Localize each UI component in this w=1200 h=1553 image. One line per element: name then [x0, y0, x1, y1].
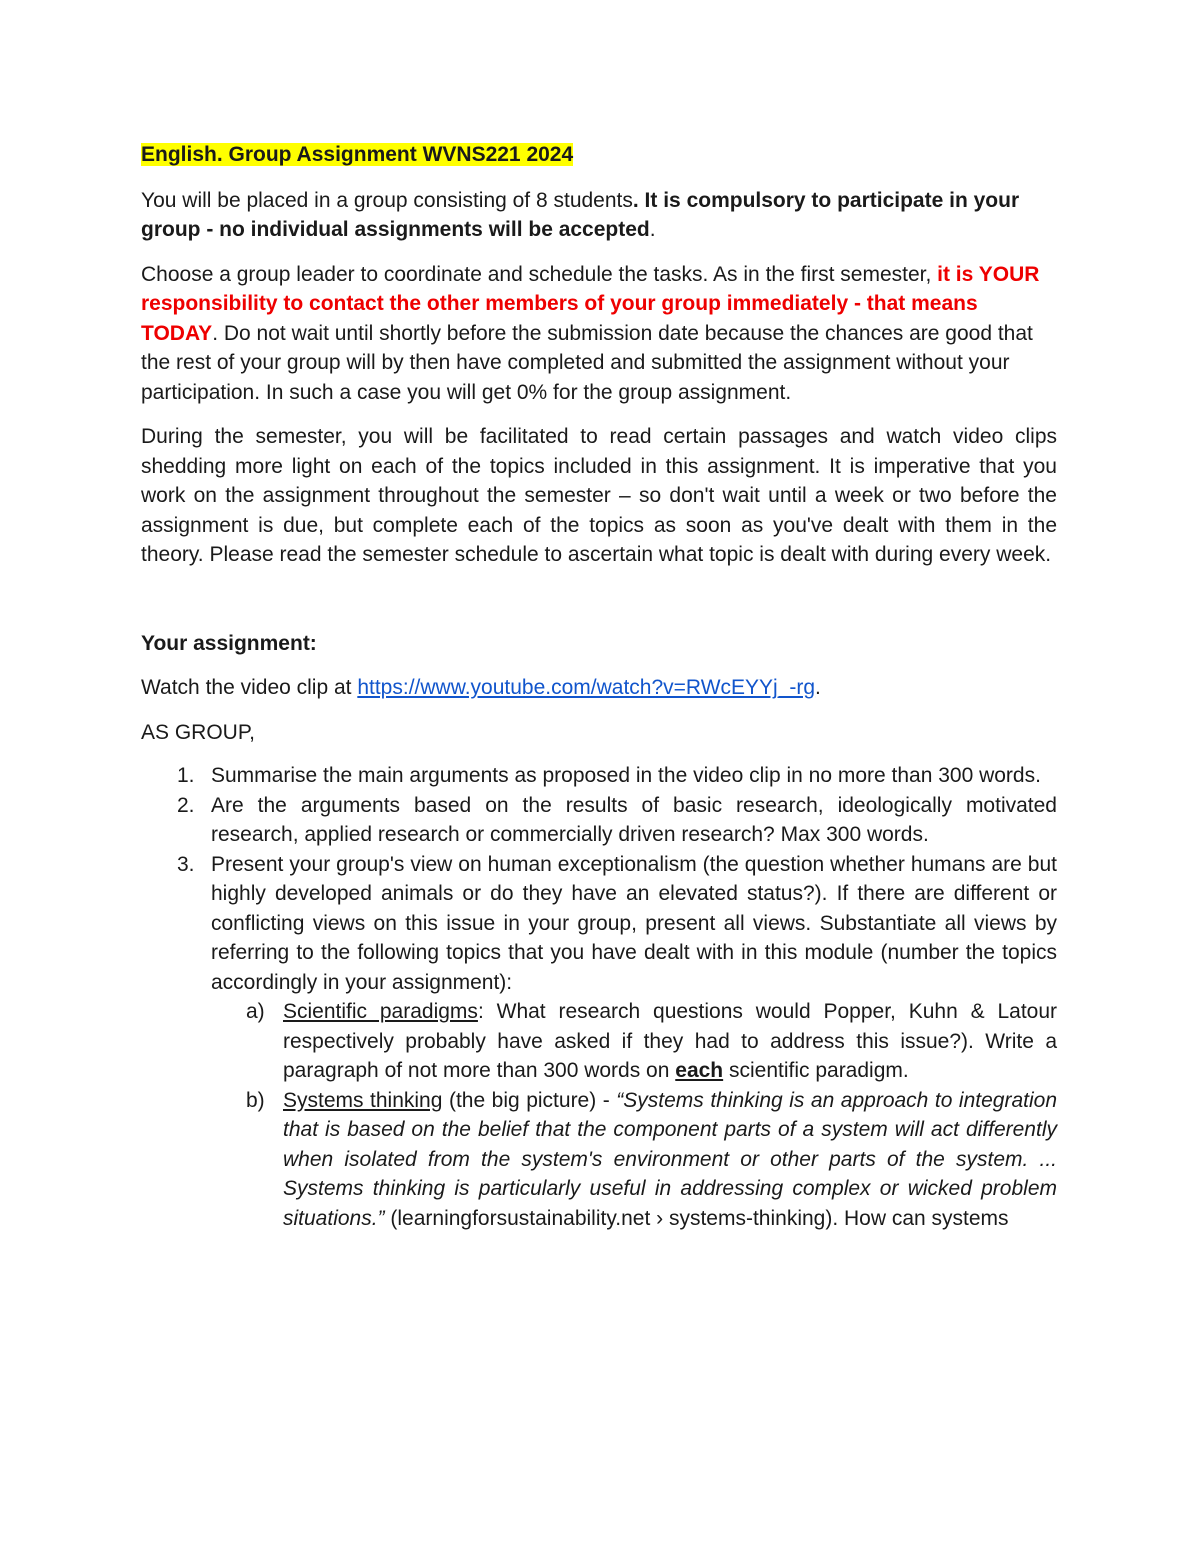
- leader-paragraph: [141, 260, 1057, 408]
- document-page: [141, 140, 1057, 1233]
- item-number: 2.: [177, 793, 195, 817]
- item-text: Summarise the main arguments as proposed in the video clip in no more than 300 words.: [211, 764, 1041, 787]
- watch-paragraph: [141, 673, 1057, 703]
- responsibility-warning: it is YOUR responsibility to contact the other members of your group immediately - that means TODAY: [141, 262, 1040, 345]
- sub-list-item: [141, 1086, 1057, 1234]
- emphasis-each: each: [675, 1059, 724, 1082]
- sub-item-text: (the big picture) -: [442, 1088, 617, 1112]
- compulsory-notice: . It is compulsory to participate in your group - no individual assignments will be accepted: [141, 188, 1020, 241]
- semester-paragraph: During the semester, you will be facilitated to read certain passages and watch video clips shedding more light on each of the topics included in this assignment. It is imperative that you work on the assignment throughout the semester – so don't wait until a week or two before the assignment is due, but complete each of the topics as soon as you've dealt with them in the theory. Please read the semester schedule to ascertain what topic is dealt with during every week.: [141, 425, 1057, 566]
- item-number: 3.: [177, 852, 195, 876]
- title-highlight: English. Group Assignment WVNS221 2024: [141, 143, 574, 166]
- list-item: [141, 791, 1057, 850]
- item-number: 1.: [177, 764, 195, 787]
- sub-item-text-end: (learningforsustainability.net › systems-thinking). How can systems: [384, 1206, 1009, 1230]
- task-list: [141, 761, 1057, 1233]
- sub-item-letter: a): [246, 1000, 265, 1023]
- systems-thinking-label: Systems thinking: [283, 1088, 443, 1112]
- watch-text: Watch the video clip at: [141, 676, 358, 699]
- item-text: Present your group's view on human exceptionalism (the question whether humans are but highly developed animals or do they have an elevated status?). If there are different or conflicting views on this issue in your group, present all views. Substantiate all views by referring to the following topics that you have dealt with in this module (number the topics accordingly in your assignment):: [211, 852, 1057, 994]
- intro-end: .: [649, 218, 656, 241]
- systems-thinking-quote: “Systems thinking is an approach to integration that is based on the belief that the component parts of a system will act differently when isolated from the system's environment or other parts of the system. ... Systems thinking is particularly useful in addressing complex or wicked problem situations.”: [283, 1088, 1057, 1230]
- sub-task-list: [211, 997, 1057, 1233]
- sub-item-letter: b): [246, 1088, 265, 1112]
- assignment-heading: Your assignment:: [141, 631, 317, 655]
- leader-text: Choose a group leader to coordinate and schedule the tasks. As in the first semester,: [141, 262, 938, 286]
- intro-paragraph: [141, 186, 1057, 245]
- item-text: Are the arguments based on the results of basic research, ideologically motivated research, applied research or commercially driven research? Max 300 words.: [211, 793, 1057, 846]
- as-group-label: AS GROUP,: [141, 720, 255, 744]
- spacer: [141, 585, 1057, 629]
- intro-text: You will be placed in a group consisting of 8 students: [141, 188, 633, 212]
- list-item: [141, 761, 1057, 791]
- sub-item-text: : What research questions would Popper, Kuhn & Latour respectively probably have asked if they had to address this issue?). Write a paragraph of not more than 300 words on: [283, 1000, 1058, 1082]
- watch-end: .: [815, 676, 821, 699]
- list-item: [141, 850, 1057, 1234]
- scientific-paradigms-label: Scientific paradigms: [283, 1000, 478, 1023]
- document-title: [141, 140, 1057, 170]
- sub-list-item: [141, 997, 1057, 1086]
- leader-text-rest: . Do not wait until shortly before the submission date because the chances are good that the rest of your group will by then have completed and submitted the assignment without your participation. In such a case you will get 0% for the group assignment.: [141, 321, 1033, 404]
- video-link[interactable]: https://www.youtube.com/watch?v=RWcEYYj_-rg: [357, 676, 816, 699]
- sub-item-text-end: scientific paradigm.: [723, 1059, 909, 1082]
